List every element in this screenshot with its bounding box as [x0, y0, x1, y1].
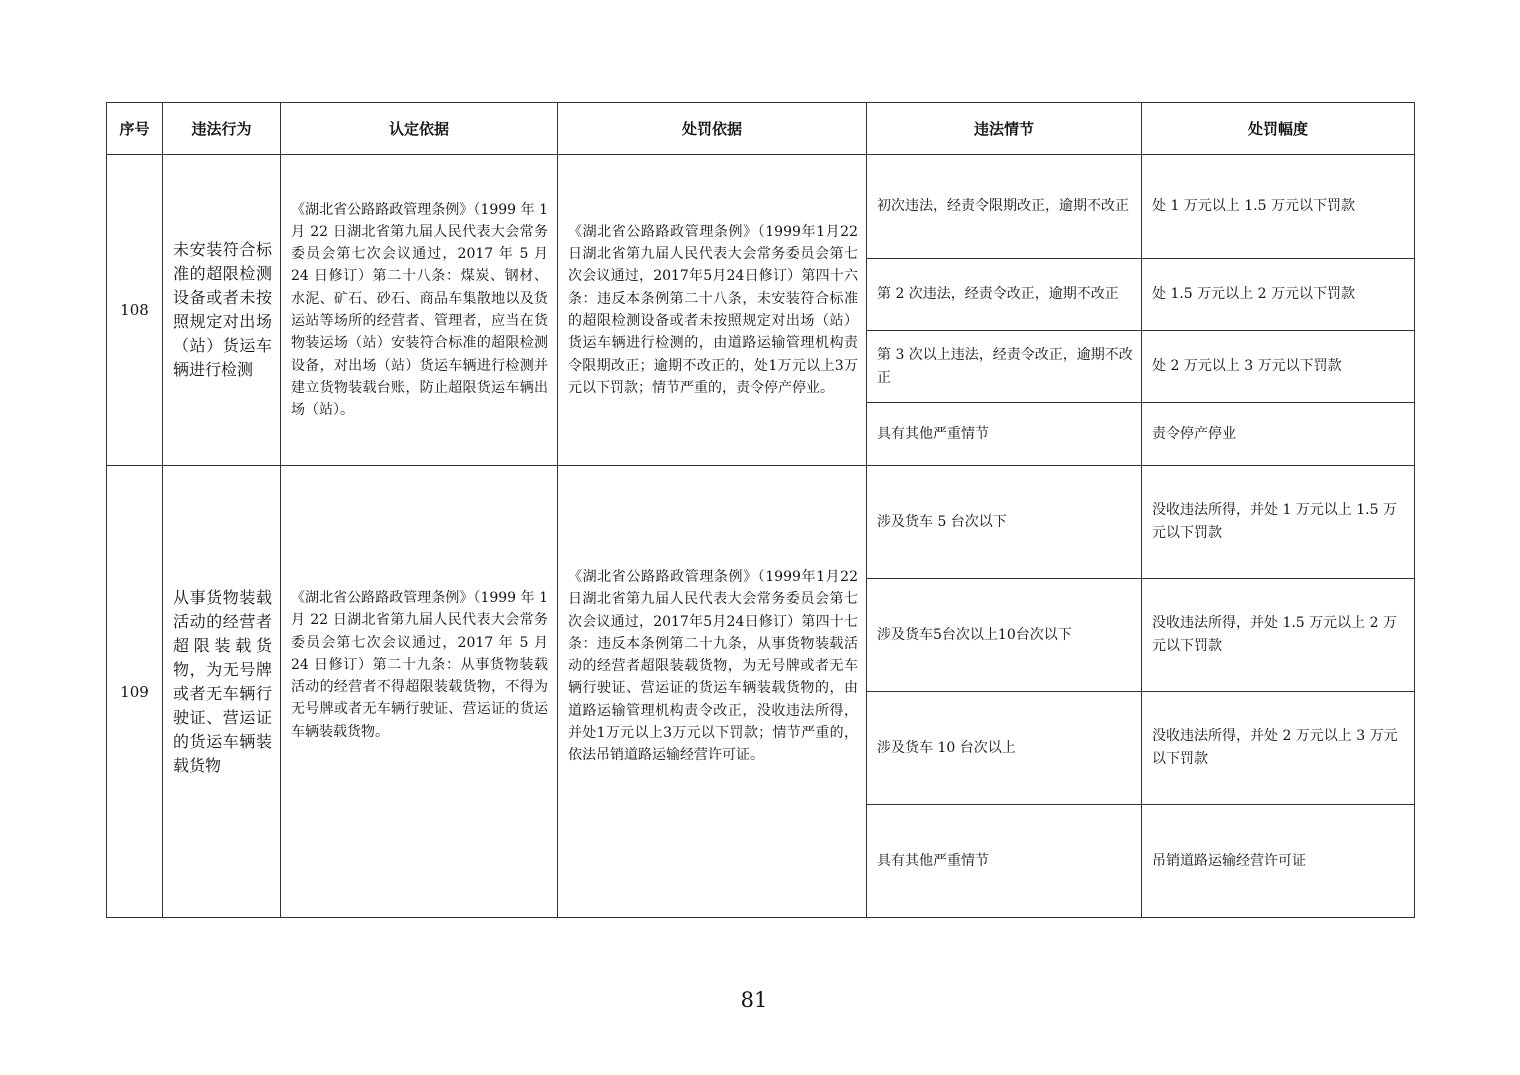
situation-cell: 初次违法，经责令限期改正，逾期不改正 — [867, 155, 1142, 259]
penalty-range-cell: 吊销道路运输经营许可证 — [1142, 805, 1415, 918]
penalty-range-cell: 没收违法所得，并处 1 万元以上 1.5 万元以下罚款 — [1142, 466, 1415, 579]
violation-act: 从事货物装载活动的经营者超限装载货物，为无号牌或者无车辆行驶证、营运证的货运车辆装载货物 — [163, 466, 281, 918]
penalty-basis: 《湖北省公路路政管理条例》（1999年1月22日湖北省第九届人民代表大会常务委员会第七次会议通过，2017年5月24日修订）第四十七条：违反本条例第二十九条，从事货物装载活动的经营者超限装载货物，为无号牌或者无车辆行驶证、营运证的货运车辆装载货物的，由道路运输管理机构责令改正，没收违法所得，并处1万元以上3万元以下罚款；情节严重的，依法吊销道路运输经营许可证。 — [558, 466, 867, 918]
row-number: 108 — [107, 155, 163, 466]
violation-act: 未安装符合标准的超限检测设备或者未按照规定对出场（站）货运车辆进行检测 — [163, 155, 281, 466]
penalty-range-cell: 处 2 万元以上 3 万元以下罚款 — [1142, 331, 1415, 403]
situation-cell: 具有其他严重情节 — [867, 403, 1142, 466]
penalty-range-cell: 责令停产停业 — [1142, 403, 1415, 466]
situation-cell: 第 3 次以上违法，经责令改正，逾期不改正 — [867, 331, 1142, 403]
table-row — [107, 466, 1415, 579]
penalty-range-cell: 处 1 万元以上 1.5 万元以下罚款 — [1142, 155, 1415, 259]
penalty-range-cell: 处 1.5 万元以上 2 万元以下罚款 — [1142, 259, 1415, 331]
header-penalty-basis: 处罚依据 — [558, 103, 867, 155]
header-no: 序号 — [107, 103, 163, 155]
situation-cell: 涉及货车 5 台次以下 — [867, 466, 1142, 579]
penalty-range-cell: 没收违法所得，并处 1.5 万元以上 2 万元以下罚款 — [1142, 579, 1415, 692]
header-situation: 违法情节 — [867, 103, 1142, 155]
determination-basis: 《湖北省公路路政管理条例》（1999 年 1 月 22 日湖北省第九届人民代表大会常务委员会第七次会议通过，2017 年 5 月 24 日修订）第二十八条：煤炭、钢材、水泥、矿石、砂石、商品车集散地以及货运站等场所的经营者、管理者，应当在货物装运场（站）安装符合标准的超限检测设备，对出场（站）货运车辆进行检测并建立货物装载台账，防止超限货运车辆出场（站）。 — [281, 155, 558, 466]
determination-basis: 《湖北省公路路政管理条例》（1999 年 1 月 22 日湖北省第九届人民代表大会常务委员会第七次会议通过，2017 年 5 月 24 日修订）第二十九条：从事货物装载活动的经营者不得超限装载货物，不得为无号牌或者无车辆行驶证、营运证的货运车辆装载货物。 — [281, 466, 558, 918]
situation-cell: 涉及货车5台次以上10台次以下 — [867, 579, 1142, 692]
situation-cell: 涉及货车 10 台次以上 — [867, 692, 1142, 805]
row-number: 109 — [107, 466, 163, 918]
header-act: 违法行为 — [163, 103, 281, 155]
header-range: 处罚幅度 — [1142, 103, 1415, 155]
penalty-basis: 《湖北省公路路政管理条例》（1999年1月22日湖北省第九届人民代表大会常务委员会第七次会议通过，2017年5月24日修订）第四十六条：违反本条例第二十八条，未安装符合标准的超限检测设备或者未按照规定对出场（站）货运车辆进行检测的，由道路运输管理机构责令限期改正；逾期不改正的，处1万元以上3万元以下罚款；情节严重的，责令停产停业。 — [558, 155, 867, 466]
penalty-range-cell: 没收违法所得，并处 2 万元以上 3 万元以下罚款 — [1142, 692, 1415, 805]
situation-cell: 具有其他严重情节 — [867, 805, 1142, 918]
header-basis: 认定依据 — [281, 103, 558, 155]
header-row — [107, 103, 1415, 155]
situation-cell: 第 2 次违法，经责令改正，逾期不改正 — [867, 259, 1142, 331]
page-number: 81 — [740, 988, 768, 1012]
table-row — [107, 155, 1415, 259]
penalty-table — [106, 102, 1415, 918]
